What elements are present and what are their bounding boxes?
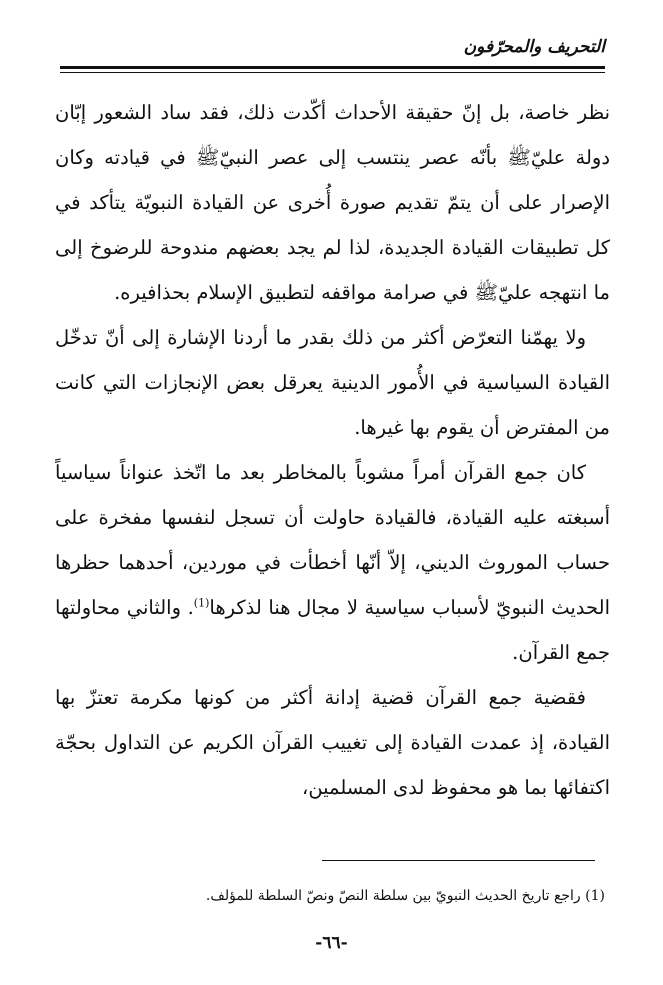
paragraph-2 [55,315,610,450]
header-rule-thick [60,66,605,69]
paragraph-3-text: كان جمع القرآن أمراً مشوباً بالمخاطر بعد ما اتّخذ عنواناً سياسياً أسبغته عليه القيادة، فالقيادة حاولت أن تسجل لنفسها مفخرة على حساب الموروث الديني، إلاّ أنّها أخطأت في موردين، أحدهما حظرها الحديث النبويّ لأسباب سياسية لا مجال هنا لذكرها [55,461,610,619]
running-title: التحريف والمحرّفون [463,37,605,57]
paragraph-3-text-after: . والثاني محاولتها جمع القرآن. [55,596,610,664]
footnote-reference: (1) [193,596,210,610]
paragraph-1 [55,90,610,315]
footnote-separator [322,860,595,861]
page-number: -٦٦- [315,933,348,953]
paragraph-4 [55,675,610,810]
paragraph-3 [55,450,610,675]
paragraph-4-text: فقضية جمع القرآن قضية إدانة أكثر من كونها مكرمة تعتزّ بها القيادة، إذ عمدت القيادة إلى تغييب القرآن الكريم عن التداول بحجّة اكتفائها بما هو محفوظ لدى المسلمين، [55,686,610,799]
paragraph-2-text: ولا يهمّنا التعرّض أكثر من ذلك بقدر ما أردنا الإشارة إلى أنّ تدخّل القيادة السياسية في الأُمور الدينية يعرقل بعض الإنجازات التي كانت من المفترض أن يقوم بها غيرها. [55,326,610,439]
paragraph-1-text: نظر خاصة، بل إنّ حقيقة الأحداث أكّدت ذلك، فقد ساد الشعور إبّان دولة عليّ‏ﷺ بأنّه عصر ينتسب إلى عصر النبيّﷺ في قيادته وكان الإصرار على أن يتمّ تقديم صورة أُخرى عن القيادة النبويّة يتأكد في كل تطبيقات القيادة الجديدة، لذا لم يجد بعضهم مندوحة للرضوخ إلى ما انتهجه عليّ‏ﷺ في صرامة مواقفه لتطبيق الإسلام بحذافيره. [55,101,610,304]
footnote: (1) راجع تاريخ الحديث النبويّ بين سلطة النصّ ونصّ السلطة للمؤلف. [205,888,605,904]
header-rule-thin [60,72,605,73]
body-text [55,90,610,810]
